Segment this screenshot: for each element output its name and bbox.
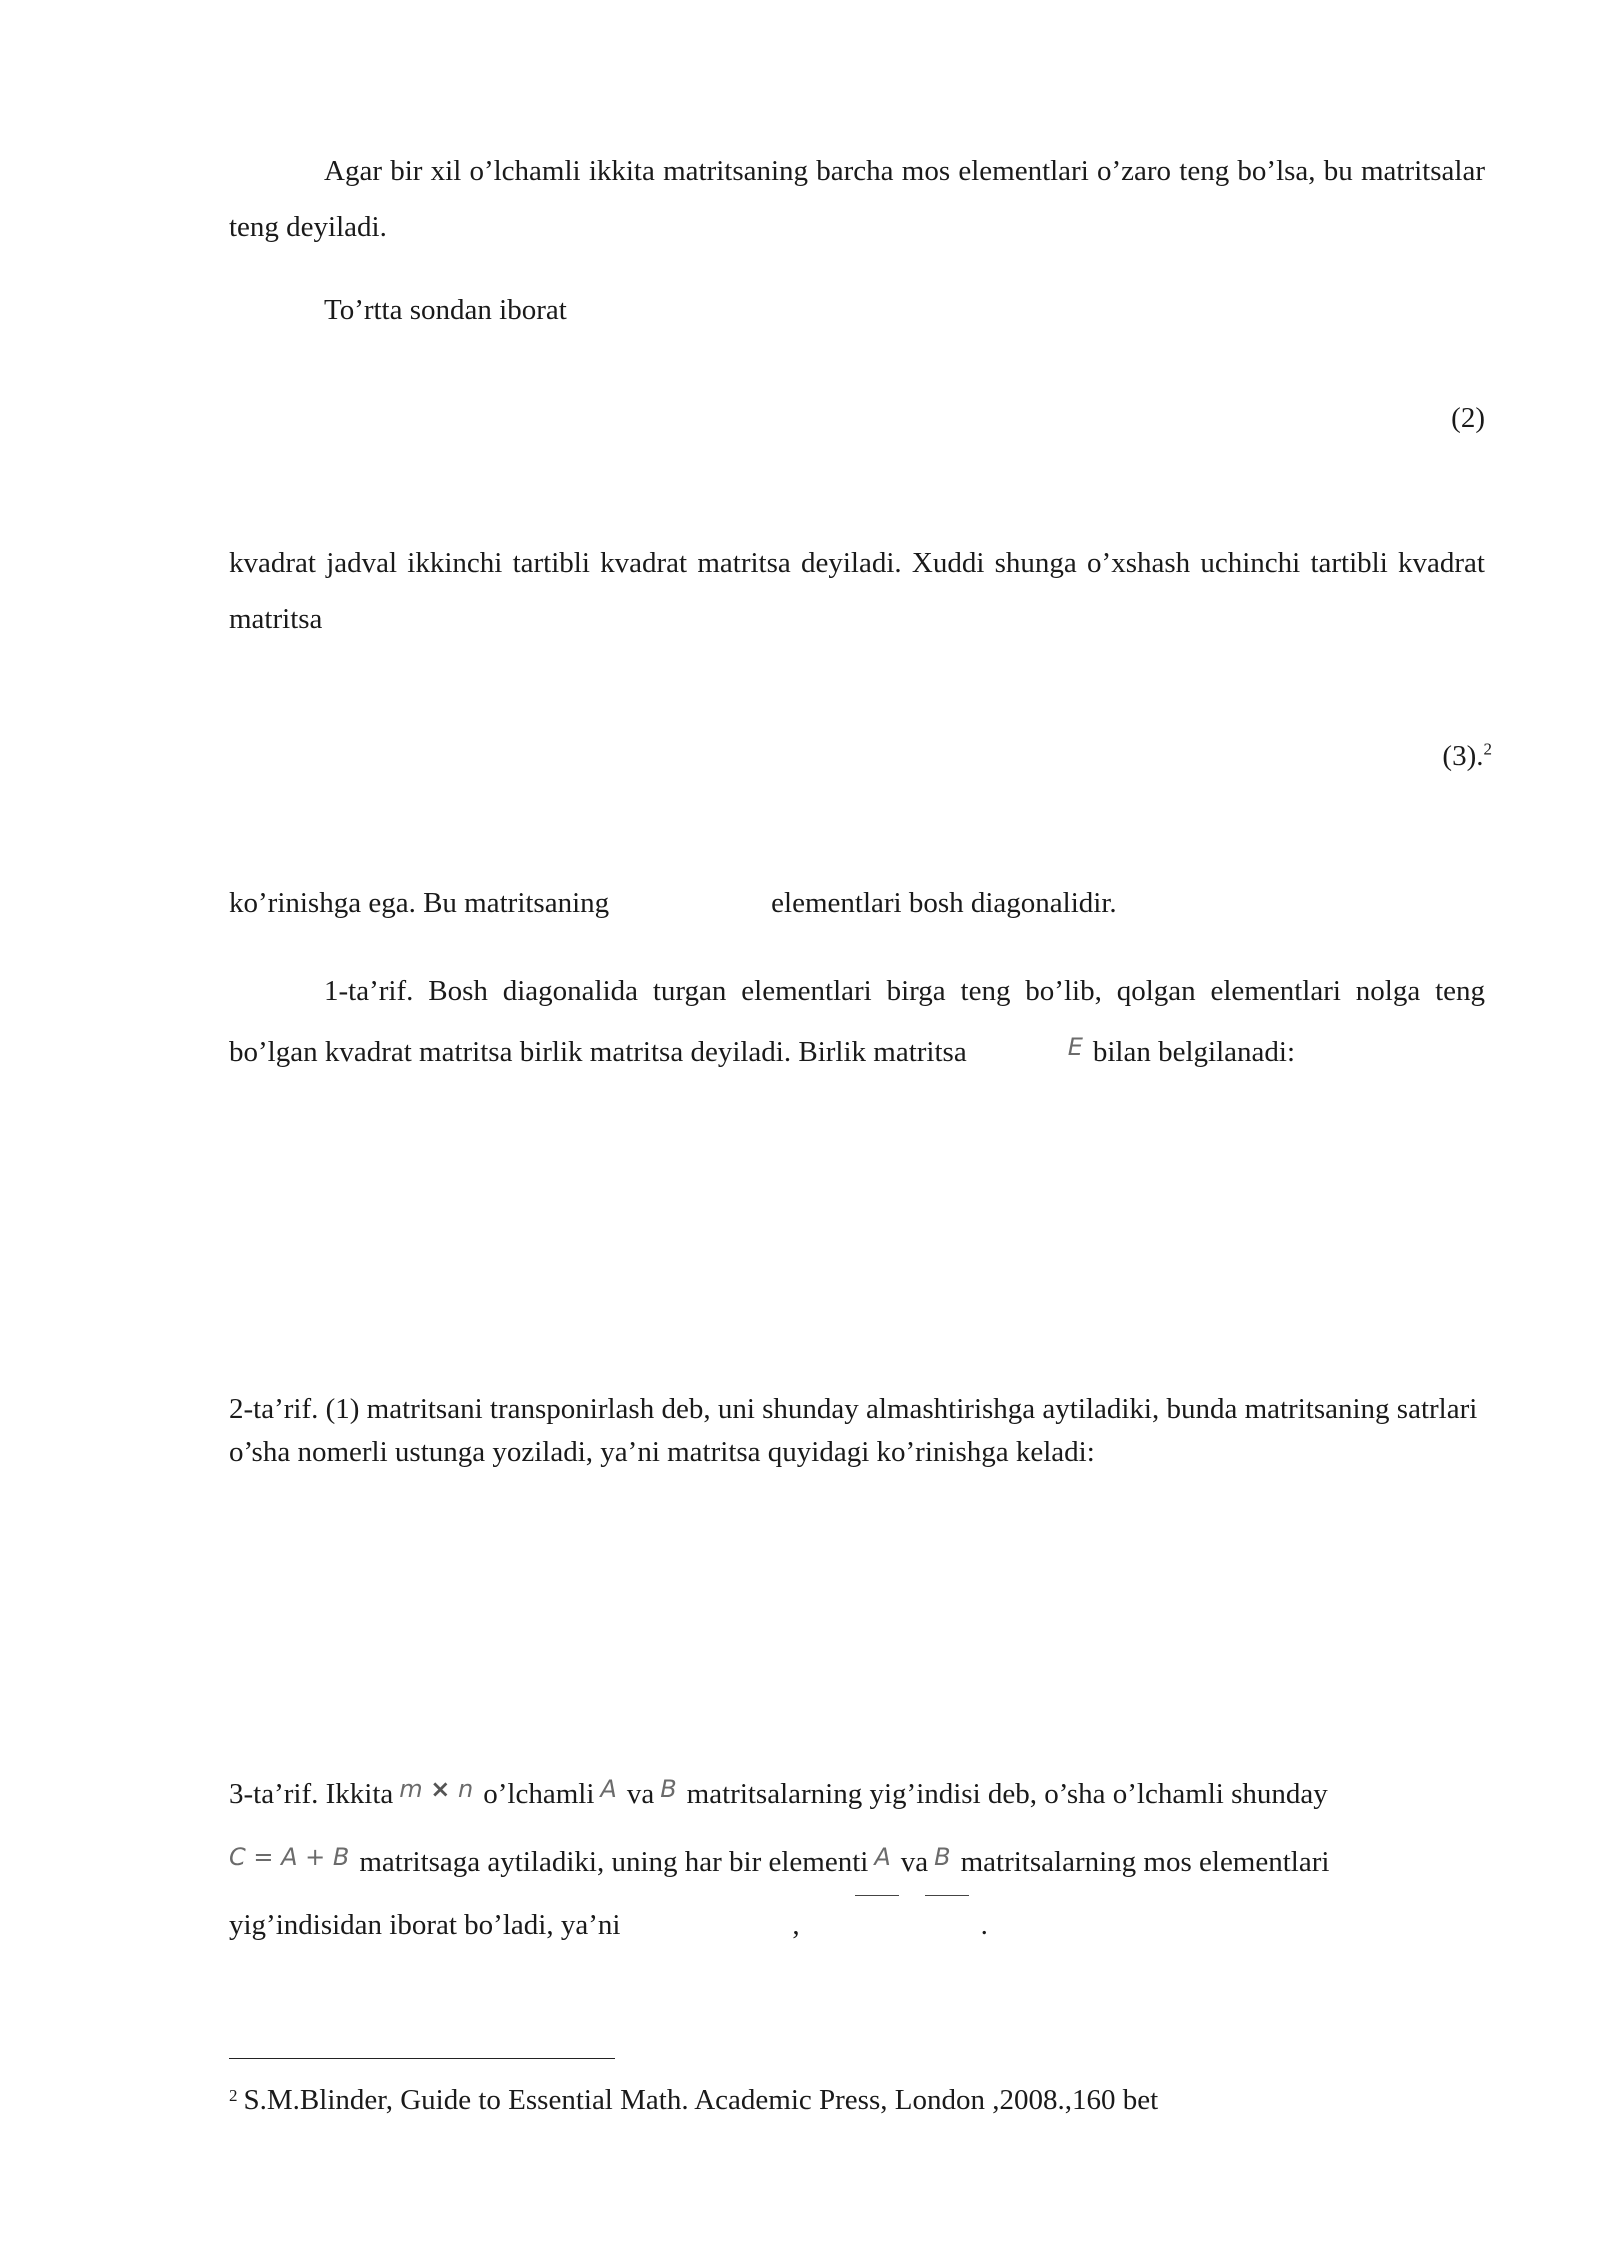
footnote-mark: 2 (229, 2086, 238, 2105)
paragraph-main-diagonal-part2: elementlari bosh diagonalidir. (771, 887, 1117, 919)
math-var-A-2: A (874, 1843, 891, 1871)
footnote (229, 2076, 1158, 2120)
math-m-times-n: m × n (399, 1775, 474, 1803)
index-range-bar-2 (925, 1895, 969, 1924)
footnote-separator (229, 2058, 615, 2059)
definition-1-tail: bilan belgilanadi: (1092, 1036, 1296, 1068)
paragraph-definition-1 (229, 963, 1485, 1080)
math-var-B-2: B (934, 1843, 951, 1871)
definition-3-text-4: matritsalarning yig’indisi deb, o’sha o’lchamli shunday (686, 1778, 1328, 1810)
definition-3-text-3: va (626, 1778, 655, 1810)
footnote-reference-2[interactable]: 2 (1483, 739, 1492, 759)
equation-number-3 (1442, 736, 1492, 776)
formula-period: . (980, 1909, 988, 1941)
math-var-E: E (1067, 1033, 1083, 1061)
paragraph-definition-3 (229, 1758, 1485, 1957)
definition-3-text-1: 3-ta’rif. Ikkita (229, 1778, 394, 1810)
paragraph-four-numbers: To’rtta sondan iborat (324, 294, 567, 326)
definition-3-text-7: matritsalarning mos elementlari yig’indisidan iborat bo’ladi, ya’ni (229, 1846, 1330, 1941)
definition-3-text-2: o’lchamli (483, 1778, 595, 1810)
footnote-text: S.M.Blinder, Guide to Essential Math. Academic Press, London ,2008.,160 bet (243, 2084, 1159, 2116)
paragraph-second-order-matrix: kvadrat jadval ikkinchi tartibli kvadrat matritsa deyiladi. Xuddi shunga o’xshash uchinchi tartibli kvadrat matritsa (229, 547, 1485, 635)
paragraph-definition-2: 2-ta’rif. (1) matritsani transponirlash deb, uni shunday almashtirishga aytiladiki, bunda matritsaning satrlari o’sha nomerli ustunga yoziladi, ya’ni matritsa quyidagi ko’rinishga keladi: (229, 1393, 1478, 1468)
math-var-B: B (660, 1775, 677, 1803)
equation-number-2: (2) (1451, 402, 1485, 434)
math-var-A: A (600, 1775, 617, 1803)
formula-comma: , (792, 1909, 800, 1941)
math-C-equals-A-plus-B: C = A + B (229, 1843, 350, 1871)
equation-number-3-text: (3). (1442, 740, 1484, 772)
definition-3-text-6: va (900, 1846, 929, 1878)
paragraph-main-diagonal (229, 875, 1485, 931)
definition-3-text-5: matritsaga aytiladiki, uning har bir elementi (359, 1846, 869, 1878)
definition-1-text: 1-ta’rif. Bosh diagonalida turgan elementlari birga teng bo’lib, qolgan elementlari nolga teng bo’lgan kvadrat matritsa birlik matritsa deyiladi. Birlik matritsa (229, 975, 1485, 1068)
index-range-bar-1 (855, 1895, 899, 1924)
paragraph-matrix-equality: Agar bir xil o’lchamli ikkita matritsaning barcha mos elementlari o’zaro teng bo’lsa, bu matritsalar teng deyiladi. (229, 155, 1485, 243)
paragraph-main-diagonal-part1: ko’rinishga ega. Bu matritsaning (229, 887, 610, 919)
